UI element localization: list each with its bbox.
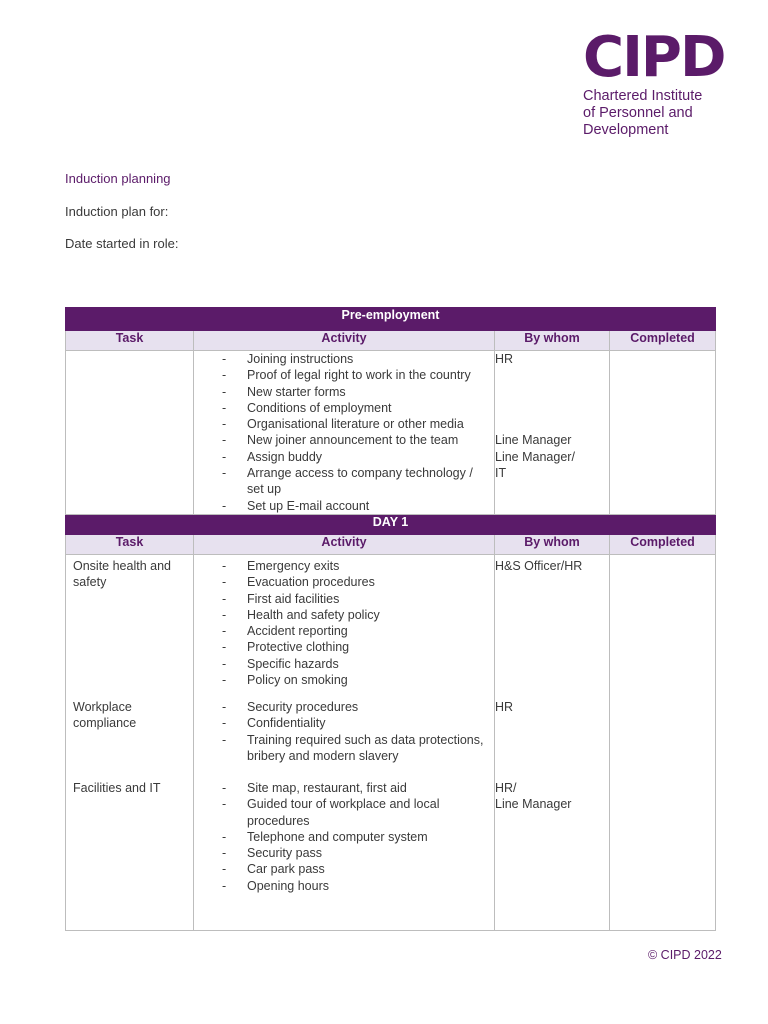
list-item: - Arrange access to company technology / set up bbox=[222, 465, 488, 498]
column-header-task: Task bbox=[66, 331, 194, 351]
completed-cell bbox=[610, 351, 716, 515]
column-header-row bbox=[66, 331, 716, 351]
section-title: DAY 1 bbox=[66, 515, 716, 535]
by-whom-text: Line Manager/ bbox=[495, 449, 575, 464]
cipd-logo bbox=[583, 25, 733, 139]
column-header-by-whom: By whom bbox=[495, 535, 610, 555]
list-item: - Assign buddy bbox=[222, 449, 488, 465]
by-whom-cell bbox=[495, 351, 610, 515]
list-item: - New starter forms bbox=[222, 384, 488, 400]
section-title: Pre-employment bbox=[66, 308, 716, 331]
activity-cell bbox=[194, 351, 495, 515]
list-item: - Health and safety policy bbox=[222, 607, 488, 623]
logo-subtitle-line: Chartered Institute bbox=[583, 88, 703, 104]
logo-subtitle-line: of Personnel and bbox=[583, 105, 693, 121]
list-item: - Opening hours bbox=[222, 878, 488, 894]
activity-group bbox=[194, 696, 494, 777]
activity-list bbox=[194, 780, 494, 894]
activity-list bbox=[194, 351, 494, 514]
list-item: - New joiner announcement to the team bbox=[222, 432, 488, 448]
column-header-row bbox=[66, 535, 716, 555]
section-header-pre-employment bbox=[66, 308, 716, 331]
by-whom-text: HR bbox=[495, 700, 514, 714]
table-row bbox=[66, 351, 716, 515]
list-item: - Accident reporting bbox=[222, 623, 488, 639]
task-cell bbox=[66, 555, 194, 931]
document-heading: Induction planning bbox=[65, 171, 171, 186]
column-header-completed: Completed bbox=[610, 331, 716, 351]
list-item: - Set up E-mail account bbox=[222, 498, 488, 514]
column-header-activity: Activity bbox=[194, 535, 495, 555]
list-item: - Confidentiality bbox=[222, 715, 488, 731]
by-whom-text: H&S Officer/HR bbox=[495, 559, 583, 573]
list-item: - Site map, restaurant, first aid bbox=[222, 780, 488, 796]
activity-group bbox=[194, 555, 494, 696]
activity-list bbox=[194, 699, 494, 764]
date-started-label: Date started in role: bbox=[65, 236, 179, 251]
spacer bbox=[495, 367, 609, 432]
list-item: - Policy on smoking bbox=[222, 672, 488, 688]
list-item: - Car park pass bbox=[222, 861, 488, 877]
activity-cell bbox=[194, 555, 495, 931]
list-item: - Conditions of employment bbox=[222, 400, 488, 416]
logo-subtitle bbox=[583, 88, 733, 139]
list-item: - Evacuation procedures bbox=[222, 574, 488, 590]
column-header-task: Task bbox=[66, 535, 194, 555]
column-header-activity: Activity bbox=[194, 331, 495, 351]
column-header-by-whom: By whom bbox=[495, 331, 610, 351]
copyright-footer: © CIPD 2022 bbox=[648, 948, 722, 962]
activity-list bbox=[194, 558, 494, 688]
list-item: - First aid facilities bbox=[222, 591, 488, 607]
task-name: Workplace compliance bbox=[73, 700, 137, 731]
logo-subtitle-line: Development bbox=[583, 122, 669, 138]
list-item: - Guided tour of workplace and local procedures bbox=[222, 796, 488, 829]
logo-wordmark: CIPD bbox=[583, 25, 725, 90]
activity-group bbox=[194, 777, 494, 897]
by-whom-cell bbox=[495, 555, 610, 931]
column-header-completed: Completed bbox=[610, 535, 716, 555]
list-item: - Emergency exits bbox=[222, 558, 488, 574]
list-item: - Protective clothing bbox=[222, 639, 488, 655]
list-item: - Training required such as data protections, bribery and modern slavery bbox=[222, 732, 488, 765]
list-item: - Specific hazards bbox=[222, 656, 488, 672]
list-item: - Organisational literature or other media bbox=[222, 416, 488, 432]
list-item: - Proof of legal right to work in the country bbox=[222, 367, 488, 383]
by-whom-text: Line Manager bbox=[495, 433, 572, 448]
by-whom-text: Line Manager bbox=[495, 797, 572, 812]
list-item: - Joining instructions bbox=[222, 351, 488, 367]
by-whom-text: HR bbox=[495, 352, 514, 366]
by-whom-group bbox=[495, 777, 609, 816]
induction-table bbox=[65, 307, 716, 931]
section-header-day1 bbox=[66, 515, 716, 535]
task-name: Facilities and IT bbox=[73, 781, 161, 795]
induction-plan-for-label: Induction plan for: bbox=[65, 204, 169, 219]
table-row bbox=[66, 555, 716, 931]
task-cell bbox=[66, 351, 194, 515]
task-name: Onsite health and safety bbox=[73, 559, 171, 590]
list-item: - Security pass bbox=[222, 845, 488, 861]
list-item: - Telephone and computer system bbox=[222, 829, 488, 845]
list-item: - Security procedures bbox=[222, 699, 488, 715]
by-whom-text: IT bbox=[495, 465, 507, 480]
completed-cell bbox=[610, 555, 716, 931]
by-whom-text: HR/ bbox=[495, 781, 517, 795]
